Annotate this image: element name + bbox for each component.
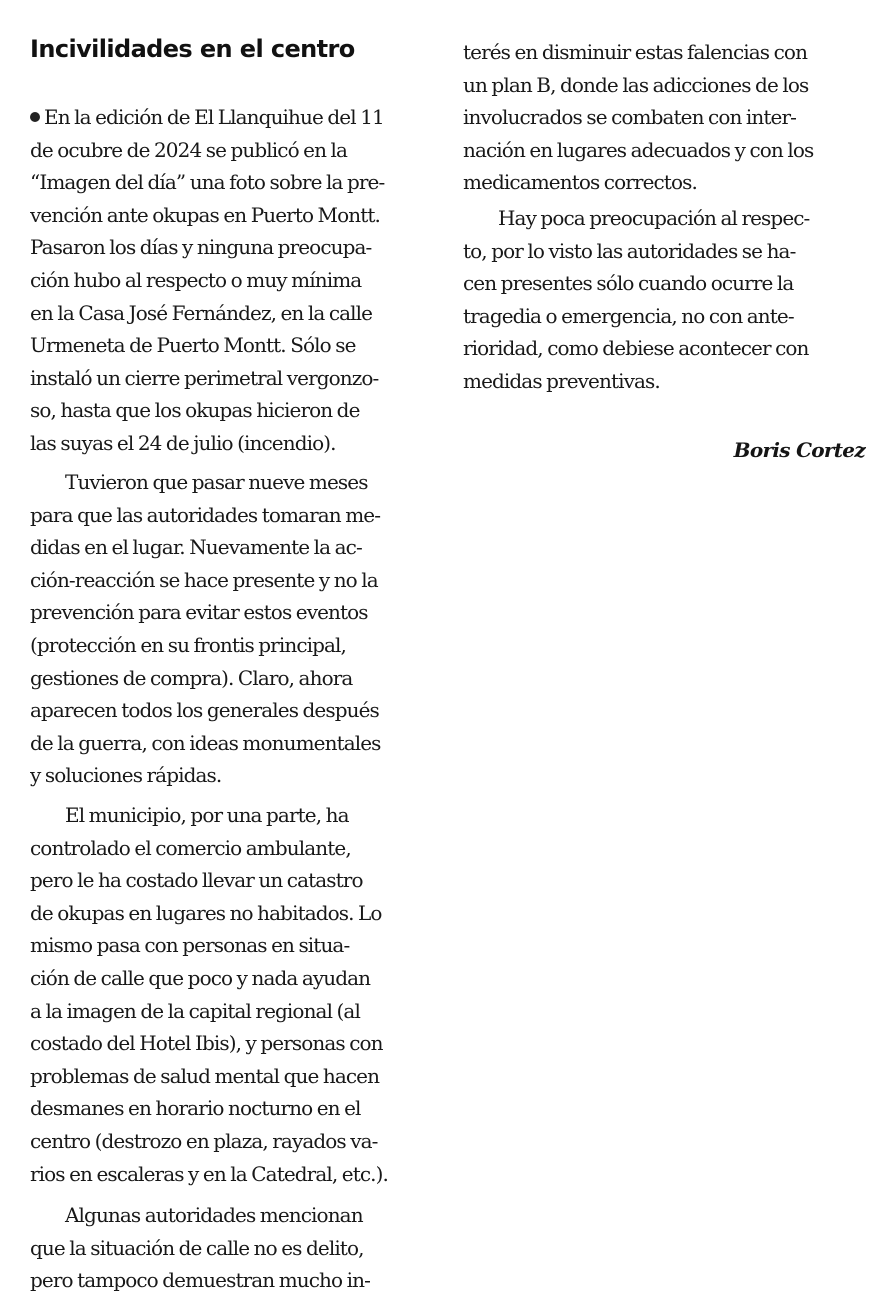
- paragraph-line: aparecen todos los generales después: [30, 698, 379, 723]
- paragraph-line: pero le ha costado llevar un catastro: [30, 868, 363, 893]
- paragraph-4: [30, 1199, 432, 1297]
- paragraph-line: Pasaron los días y ninguna preocupa-: [30, 235, 372, 260]
- paragraph-line: El municipio, por una parte, ha: [65, 803, 349, 827]
- paragraph-line: prevención para evitar estos eventos: [30, 600, 368, 625]
- paragraph-line: pero tampoco demuestran mucho in-: [30, 1268, 370, 1293]
- paragraph-line: a la imagen de la capital regional (al: [30, 998, 360, 1023]
- paragraph-line: gestiones de compra). Claro, ahora: [30, 665, 353, 690]
- paragraph-line: centro (destrozo en plaza, rayados va-: [30, 1128, 378, 1153]
- paragraph-3: [30, 799, 432, 1190]
- bullet-icon: [30, 112, 40, 122]
- paragraph-line: Tuvieron que pasar nueve meses: [65, 470, 368, 494]
- paragraph-line: y soluciones rápidas.: [30, 763, 222, 788]
- paragraph-line: cen presentes sólo cuando ocurre la: [463, 271, 794, 296]
- paragraph-line: Algunas autoridades mencionan: [65, 1203, 363, 1227]
- paragraph-line: to, por lo visto las autoridades se ha-: [463, 238, 796, 263]
- paragraph-line: de okupas en lugares no habitados. Lo: [30, 900, 382, 925]
- paragraph-line: ción hubo al respecto o muy mínima: [30, 267, 362, 292]
- paragraph-line: (protección en su frontis principal,: [30, 632, 346, 657]
- paragraph-line: Urmeneta de Puerto Montt. Sólo se: [30, 333, 356, 358]
- paragraph-line: costado del Hotel Ibis), y personas con: [30, 1031, 383, 1056]
- paragraph-line: medicamentos correctos.: [463, 170, 697, 195]
- paragraph-line: so, hasta que los okupas hicieron de: [30, 398, 360, 423]
- article-title: Incivilidades en el centro: [30, 35, 355, 63]
- paragraph-line: vención ante okupas en Puerto Montt.: [30, 202, 380, 227]
- paragraph-4-continued: [463, 36, 865, 199]
- paragraph-line: controlado el comercio ambulante,: [30, 835, 351, 860]
- paragraph-line: tragedia o emergencia, no con ante-: [463, 303, 794, 328]
- paragraph-line: que la situación de calle no es delito,: [30, 1235, 364, 1260]
- paragraph-line: desmanes en horario nocturno en el: [30, 1096, 361, 1121]
- paragraph-line: terés en disminuir estas falencias con: [463, 40, 808, 64]
- paragraph-line: medidas preventivas.: [463, 368, 660, 393]
- paragraph-line: en la Casa José Fernández, en la calle: [30, 300, 373, 325]
- paragraph-5: [463, 202, 865, 398]
- paragraph-line: rioridad, como debiese acontecer con: [463, 336, 809, 361]
- paragraph-line: rios en escaleras y en la Catedral, etc.).: [30, 1161, 388, 1186]
- paragraph-line: nación en lugares adecuados y con los: [463, 137, 814, 162]
- paragraph-line: las suyas el 24 de julio (incendio).: [30, 430, 336, 455]
- paragraph-line: involucrados se combaten con inter-: [463, 105, 796, 130]
- paragraph-line: mismo pasa con personas en situa-: [30, 933, 350, 958]
- paragraph-line: un plan B, donde las adicciones de los: [463, 72, 809, 97]
- paragraph-line: ción-reacción se hace presente y no la: [30, 567, 378, 592]
- paragraph-line: Hay poca preocupación al respec-: [498, 206, 810, 230]
- paragraph-line: de ocubre de 2024 se publicó en la: [30, 137, 348, 162]
- paragraph-line: ción de calle que poco y nada ayudan: [30, 965, 371, 990]
- paragraph-line: problemas de salud mental que hacen: [30, 1063, 380, 1088]
- paragraph-2: [30, 466, 432, 792]
- paragraph-1: [30, 101, 432, 460]
- paragraph-line: instaló un cierre perimetral vergonzo-: [30, 365, 379, 390]
- paragraph-line: didas en el lugar. Nuevamente la ac-: [30, 535, 362, 560]
- paragraph-line: de la guerra, con ideas monumentales: [30, 730, 381, 755]
- paragraph-line: En la edición de El Llanquihue del 11: [30, 101, 432, 134]
- paragraph-line: “Imagen del día” una foto sobre la pre-: [30, 170, 385, 195]
- author-signature: Boris Cortez: [733, 438, 865, 462]
- paragraph-line: para que las autoridades tomaran me-: [30, 502, 381, 527]
